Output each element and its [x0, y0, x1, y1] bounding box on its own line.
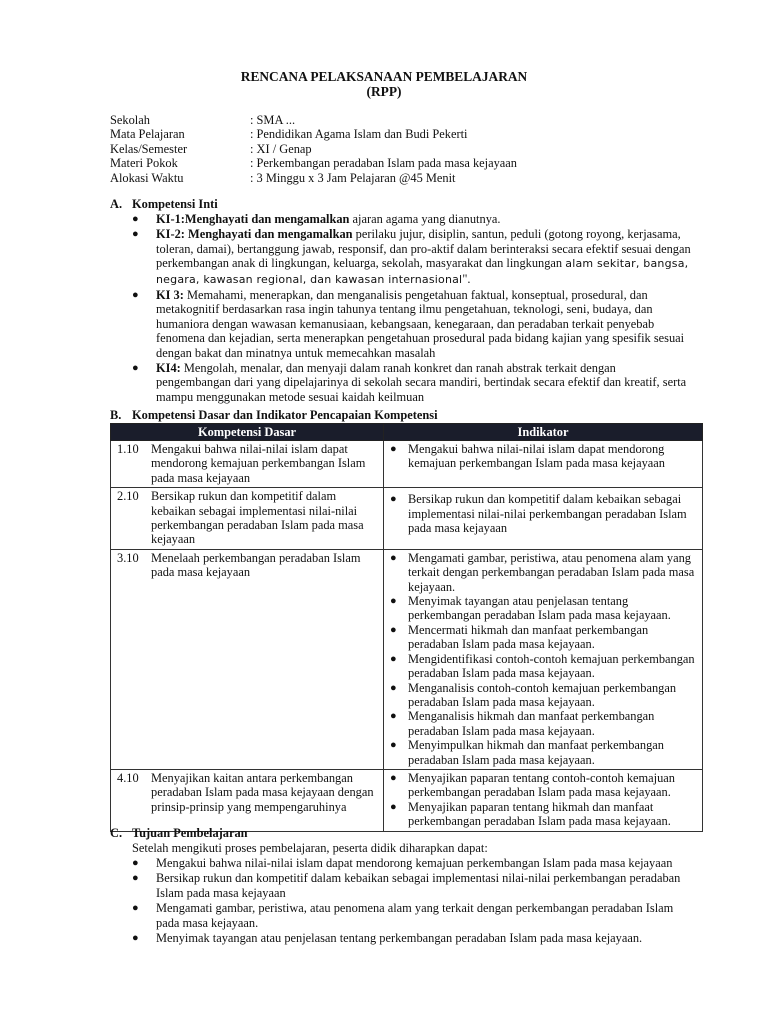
- list-item: ● Mengidentifikasi contoh-contoh kemajuan perkembangan peradaban Islam pada masa kejayaan.: [390, 651, 695, 681]
- list-item: ● Mengakui bahwa nilai-nilai islam dapat mendorong kemajuan perkembangan Islam pada masa kejayaan: [390, 442, 665, 471]
- document-title: RENCANA PELAKSANAAN PEMBELAJARAN: [240, 69, 528, 84]
- document-subtitle: (RPP): [366, 84, 402, 99]
- list-item: ● Menyajikan paparan tentang hikmah dan manfaat perkembangan peradaban Islam pada masa kejayaan.: [390, 799, 671, 829]
- kd-cell: 1.10 Mengakui bahwa nilai-nilai islam dapat mendorong kemajuan perkembangan Islam pada masa kejayaan: [111, 441, 384, 488]
- bullet-icon: ●: [132, 228, 139, 241]
- meta-row-kelas: [110, 142, 517, 156]
- bullet-icon: ●: [132, 872, 139, 885]
- bullet-icon: ●: [390, 493, 397, 506]
- list-item: ● Mengakui bahwa nilai-nilai islam dapat mendorong kemajuan perkembangan Islam pada masa kejayaan: [132, 856, 673, 870]
- list-item: ● Menyimpulkan hikmah dan manfaat perkembangan peradaban Islam pada masa kejayaan.: [390, 738, 664, 767]
- meta-label: Kelas/Semester: [110, 141, 188, 156]
- list-item: ● Mengamati gambar, peristiwa, atau penomena alam yang terkait dengan perkembangan peradaban Islam pada masa kejayaan.: [132, 901, 674, 930]
- bullet-icon: ●: [132, 289, 139, 302]
- meta-label: Materi Pokok: [110, 156, 178, 171]
- list-item: ● Bersikap rukun dan kompetitif dalam kebaikan sebagai implementasi nilai-nilai perkembangan peradaban Islam pada masa kejayaan: [132, 871, 681, 900]
- section-a-heading: A. Kompetensi Inti: [110, 197, 218, 211]
- meta-row-sekolah: [110, 113, 517, 127]
- column-header-kd: Kompetensi Dasar: [111, 424, 384, 441]
- list-item: ● KI-1:Menghayati dan mengamalkan ajaran agama yang dianutnya.: [132, 212, 501, 226]
- table-row: [111, 441, 703, 488]
- indikator-cell: [384, 769, 703, 831]
- meta-label: Sekolah: [110, 113, 150, 127]
- table-row: [111, 549, 703, 769]
- list-item: ● Menyimak tayangan atau penjelasan tentang perkembangan peradaban Islam pada masa kejayaan.: [132, 931, 643, 946]
- meta-value: : Pendidikan Agama Islam dan Budi Pekerti: [250, 127, 468, 142]
- indikator-cell: [384, 441, 703, 488]
- list-item: ● KI-2: Menghayati dan mengamalkan perilaku jujur, disiplin, santun, peduli (gotong royong, kerjasama, toleran, damai), bertanggung jawab, responsif, dan pro-aktif dalam berinteraksi secara efektif sesuai dengan perkembangan anak di lingkungan, keluarga, sekolah, masyarakat dan lingkungan alam sekitar, bangsa, negara, kawasan regional, dan kawasan internasional".: [132, 227, 691, 286]
- indikator-cell: [384, 549, 703, 769]
- tujuan-list: [132, 856, 692, 946]
- tujuan-intro: Setelah mengikuti proses pembelajaran, peserta didik diharapkan dapat:: [132, 841, 488, 855]
- list-item: ● Bersikap rukun dan kompetitif dalam kebaikan sebagai implementasi nilai-nilai perkembangan peradaban Islam pada masa kejayaan: [390, 492, 687, 536]
- list-item: ● Mencermati hikmah dan manfaat perkembangan peradaban Islam pada masa kejayaan.: [390, 622, 649, 652]
- section-b-heading: B. Kompetensi Dasar dan Indikator Pencapaian Kompetensi: [110, 408, 438, 422]
- bullet-icon: ●: [390, 771, 397, 784]
- list-item: ● Menganalisis hikmah dan manfaat perkembangan peradaban Islam pada masa kejayaan.: [390, 709, 655, 738]
- bullet-icon: ●: [390, 739, 397, 752]
- meta-value: : 3 Minggu x 3 Jam Pelajaran @45 Menit: [250, 170, 456, 185]
- bullet-icon: ●: [132, 362, 139, 375]
- bullet-icon: ●: [390, 681, 397, 694]
- meta-label: Alokasi Waktu: [110, 170, 184, 185]
- indikator-cell: [384, 488, 703, 550]
- meta-value: : Perkembangan peradaban Islam pada masa kejayaan: [250, 156, 517, 171]
- kd-cell: 2.10 Bersikap rukun dan kompetitif dalam kebaikan sebagai implementasi nilai-nilai perkembangan peradaban Islam pada masa kejayaan: [111, 488, 384, 550]
- list-item: ● Menyimak tayangan atau penjelasan tentang perkembangan peradaban Islam pada masa kejayaan.: [390, 594, 671, 623]
- meta-row-materi: [110, 156, 517, 170]
- bullet-icon: ●: [390, 595, 397, 608]
- kd-cell: 3.10 Menelaah perkembangan peradaban Islam pada masa kejayaan: [111, 549, 384, 769]
- meta-row-alokasi: [110, 171, 517, 185]
- table-header-row: [111, 424, 703, 441]
- identity-block: [110, 113, 517, 185]
- bullet-icon: ●: [390, 551, 397, 564]
- bullet-icon: ●: [132, 213, 139, 225]
- bullet-icon: ●: [390, 623, 397, 636]
- table-row: [111, 488, 703, 550]
- meta-value: : SMA ...: [250, 113, 296, 127]
- meta-row-mapel: [110, 127, 517, 141]
- section-c-heading: C. Tujuan Pembelajaran: [110, 826, 248, 840]
- bullet-icon: ●: [390, 652, 397, 665]
- list-item: ● KI 3: Memahami, menerapkan, dan menganalisis pengetahuan faktual, konseptual, prosedural, dan metakognitif berdasarkan rasa ingin tahunya tentang ilmu pengetahuan, teknologi, seni, budaya, dan humaniora dengan wawasan kemanusiaan, kebangsaan, kenegaraan, dan peradaban terkait penyebab fenomena dan kejadian, serta menerapkan pengetahuan prosedural pada bidang kajian yang spesifik sesuai dengan bakat dan minatnya untuk memecahkan masalah: [132, 288, 685, 360]
- kd-cell: 4.10 Menyajikan kaitan antara perkembangan peradaban Islam pada masa kejayaan dengan prinsip-prinsip yang mempengaruhinya: [111, 769, 384, 831]
- list-item: ● KI4: Mengolah, menalar, dan menyaji dalam ranah konkret dan ranah abstrak terkait dengan pengembangan dari yang dipelajarinya di sekolah secara mandiri, bertindak secara efektif dan kreatif, serta mampu menggunakan metode sesuai kaidah keilmuan: [132, 361, 687, 404]
- kd-indikator-table: [110, 423, 703, 832]
- meta-value: : XI / Genap: [250, 141, 312, 156]
- bullet-icon: ●: [390, 443, 397, 455]
- list-item: ● Menyajikan paparan tentang contoh-contoh kemajuan perkembangan peradaban Islam pada masa kejayaan.: [390, 770, 675, 800]
- bullet-icon: ●: [132, 932, 139, 945]
- bullet-icon: ●: [390, 800, 397, 813]
- list-item: ● Mengamati gambar, peristiwa, atau penomena alam yang terkait dengan perkembangan peradaban Islam pada masa kejayaan.: [390, 550, 695, 594]
- kompetensi-inti-list: [132, 212, 692, 405]
- list-item: ● Menganalisis contoh-contoh kemajuan perkembangan peradaban Islam pada masa kejayaan.: [390, 680, 677, 709]
- meta-label: Mata Pelajaran: [110, 127, 185, 142]
- column-header-indikator: Indikator: [384, 424, 703, 441]
- bullet-icon: ●: [132, 902, 139, 915]
- bullet-icon: ●: [390, 710, 397, 723]
- table-row: [111, 769, 703, 831]
- bullet-icon: ●: [132, 857, 139, 869]
